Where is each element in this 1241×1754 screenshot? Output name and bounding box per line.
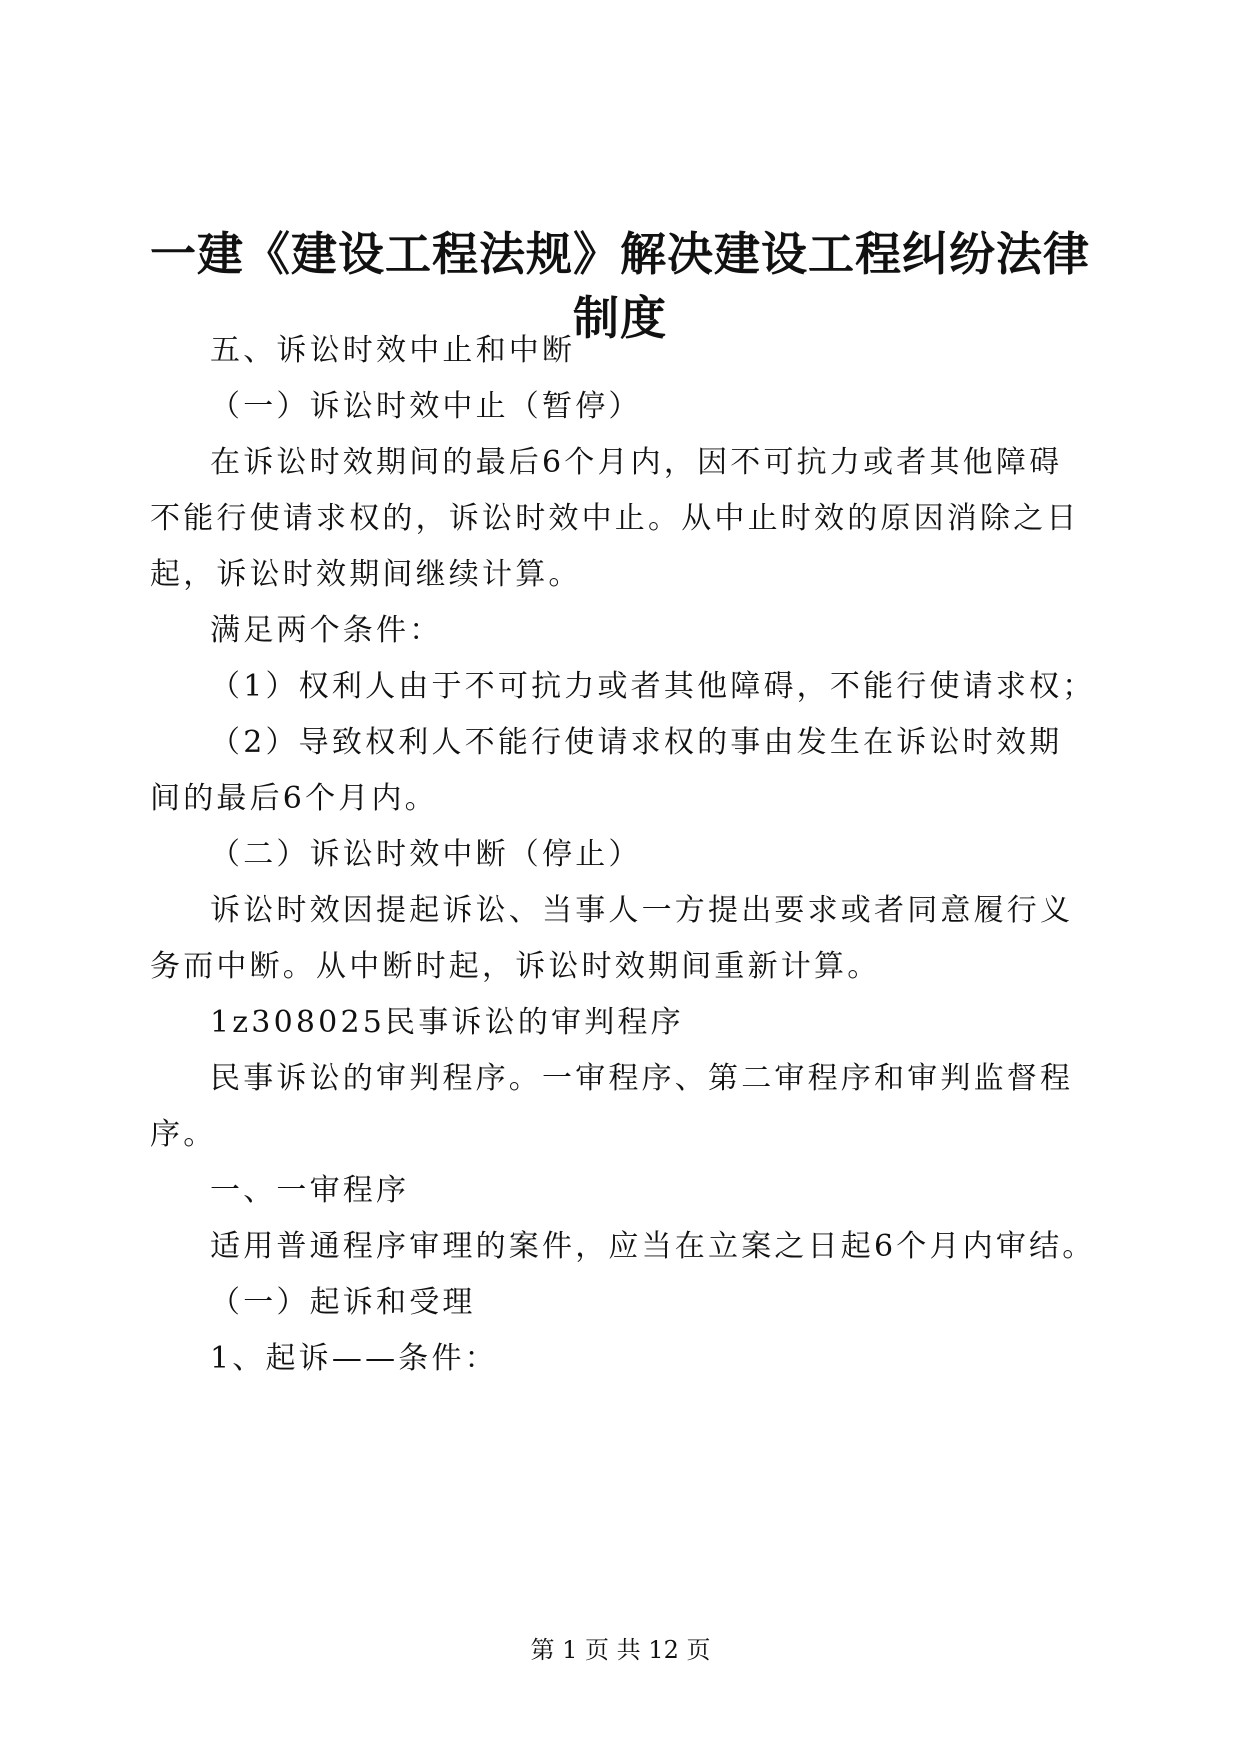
- paragraph-line: 诉讼时效因提起诉讼、当事人一方提出要求或者同意履行义: [210, 893, 1074, 928]
- section-heading: 1z308025民事诉讼的审判程序: [210, 1005, 684, 1040]
- paragraph-line: 五、诉讼时效中止和中断: [210, 333, 576, 368]
- title-line-2: 制度: [573, 291, 667, 345]
- paragraph-line: 适用普通程序审理的案件，应当在立案之日起6个月内审结。: [210, 1229, 1096, 1264]
- paragraph-line: （1）权利人由于不可抗力或者其他障碍，不能行使请求权；: [210, 669, 1096, 704]
- paragraph-line: （二）诉讼时效中断（停止）: [210, 837, 642, 872]
- paragraph-line: （一）诉讼时效中止（暂停）: [210, 389, 642, 424]
- page-footer: 第 1 页 共 12 页: [530, 1636, 711, 1664]
- paragraph-line: 一、一审程序: [210, 1173, 410, 1208]
- paragraph-line: 在诉讼时效期间的最后6个月内，因不可抗力或者其他障碍: [210, 445, 1063, 480]
- paragraph-line: 民事诉讼的审判程序。一审程序、第二审程序和审判监督程: [210, 1061, 1074, 1096]
- paragraph-line: 满足两个条件：: [210, 613, 443, 648]
- paragraph-line: （2）导致权利人不能行使请求权的事由发生在诉讼时效期: [210, 725, 1063, 760]
- paragraph-line: 务而中断。从中断时起，诉讼时效期间重新计算。: [150, 949, 881, 984]
- paragraph-line: 不能行使请求权的，诉讼时效中止。从中止时效的原因消除之日: [150, 501, 1080, 536]
- paragraph-line: 起，诉讼时效期间继续计算。: [150, 557, 582, 592]
- paragraph-line: 序。: [150, 1117, 217, 1152]
- title-line-1: 一建《建设工程法规》解决建设工程纠纷法律: [150, 227, 1090, 281]
- paragraph-line: 间的最后6个月内。: [150, 781, 438, 816]
- paragraph-line: （一）起诉和受理: [210, 1285, 476, 1320]
- paragraph-line: 1、起诉——条件：: [210, 1341, 498, 1376]
